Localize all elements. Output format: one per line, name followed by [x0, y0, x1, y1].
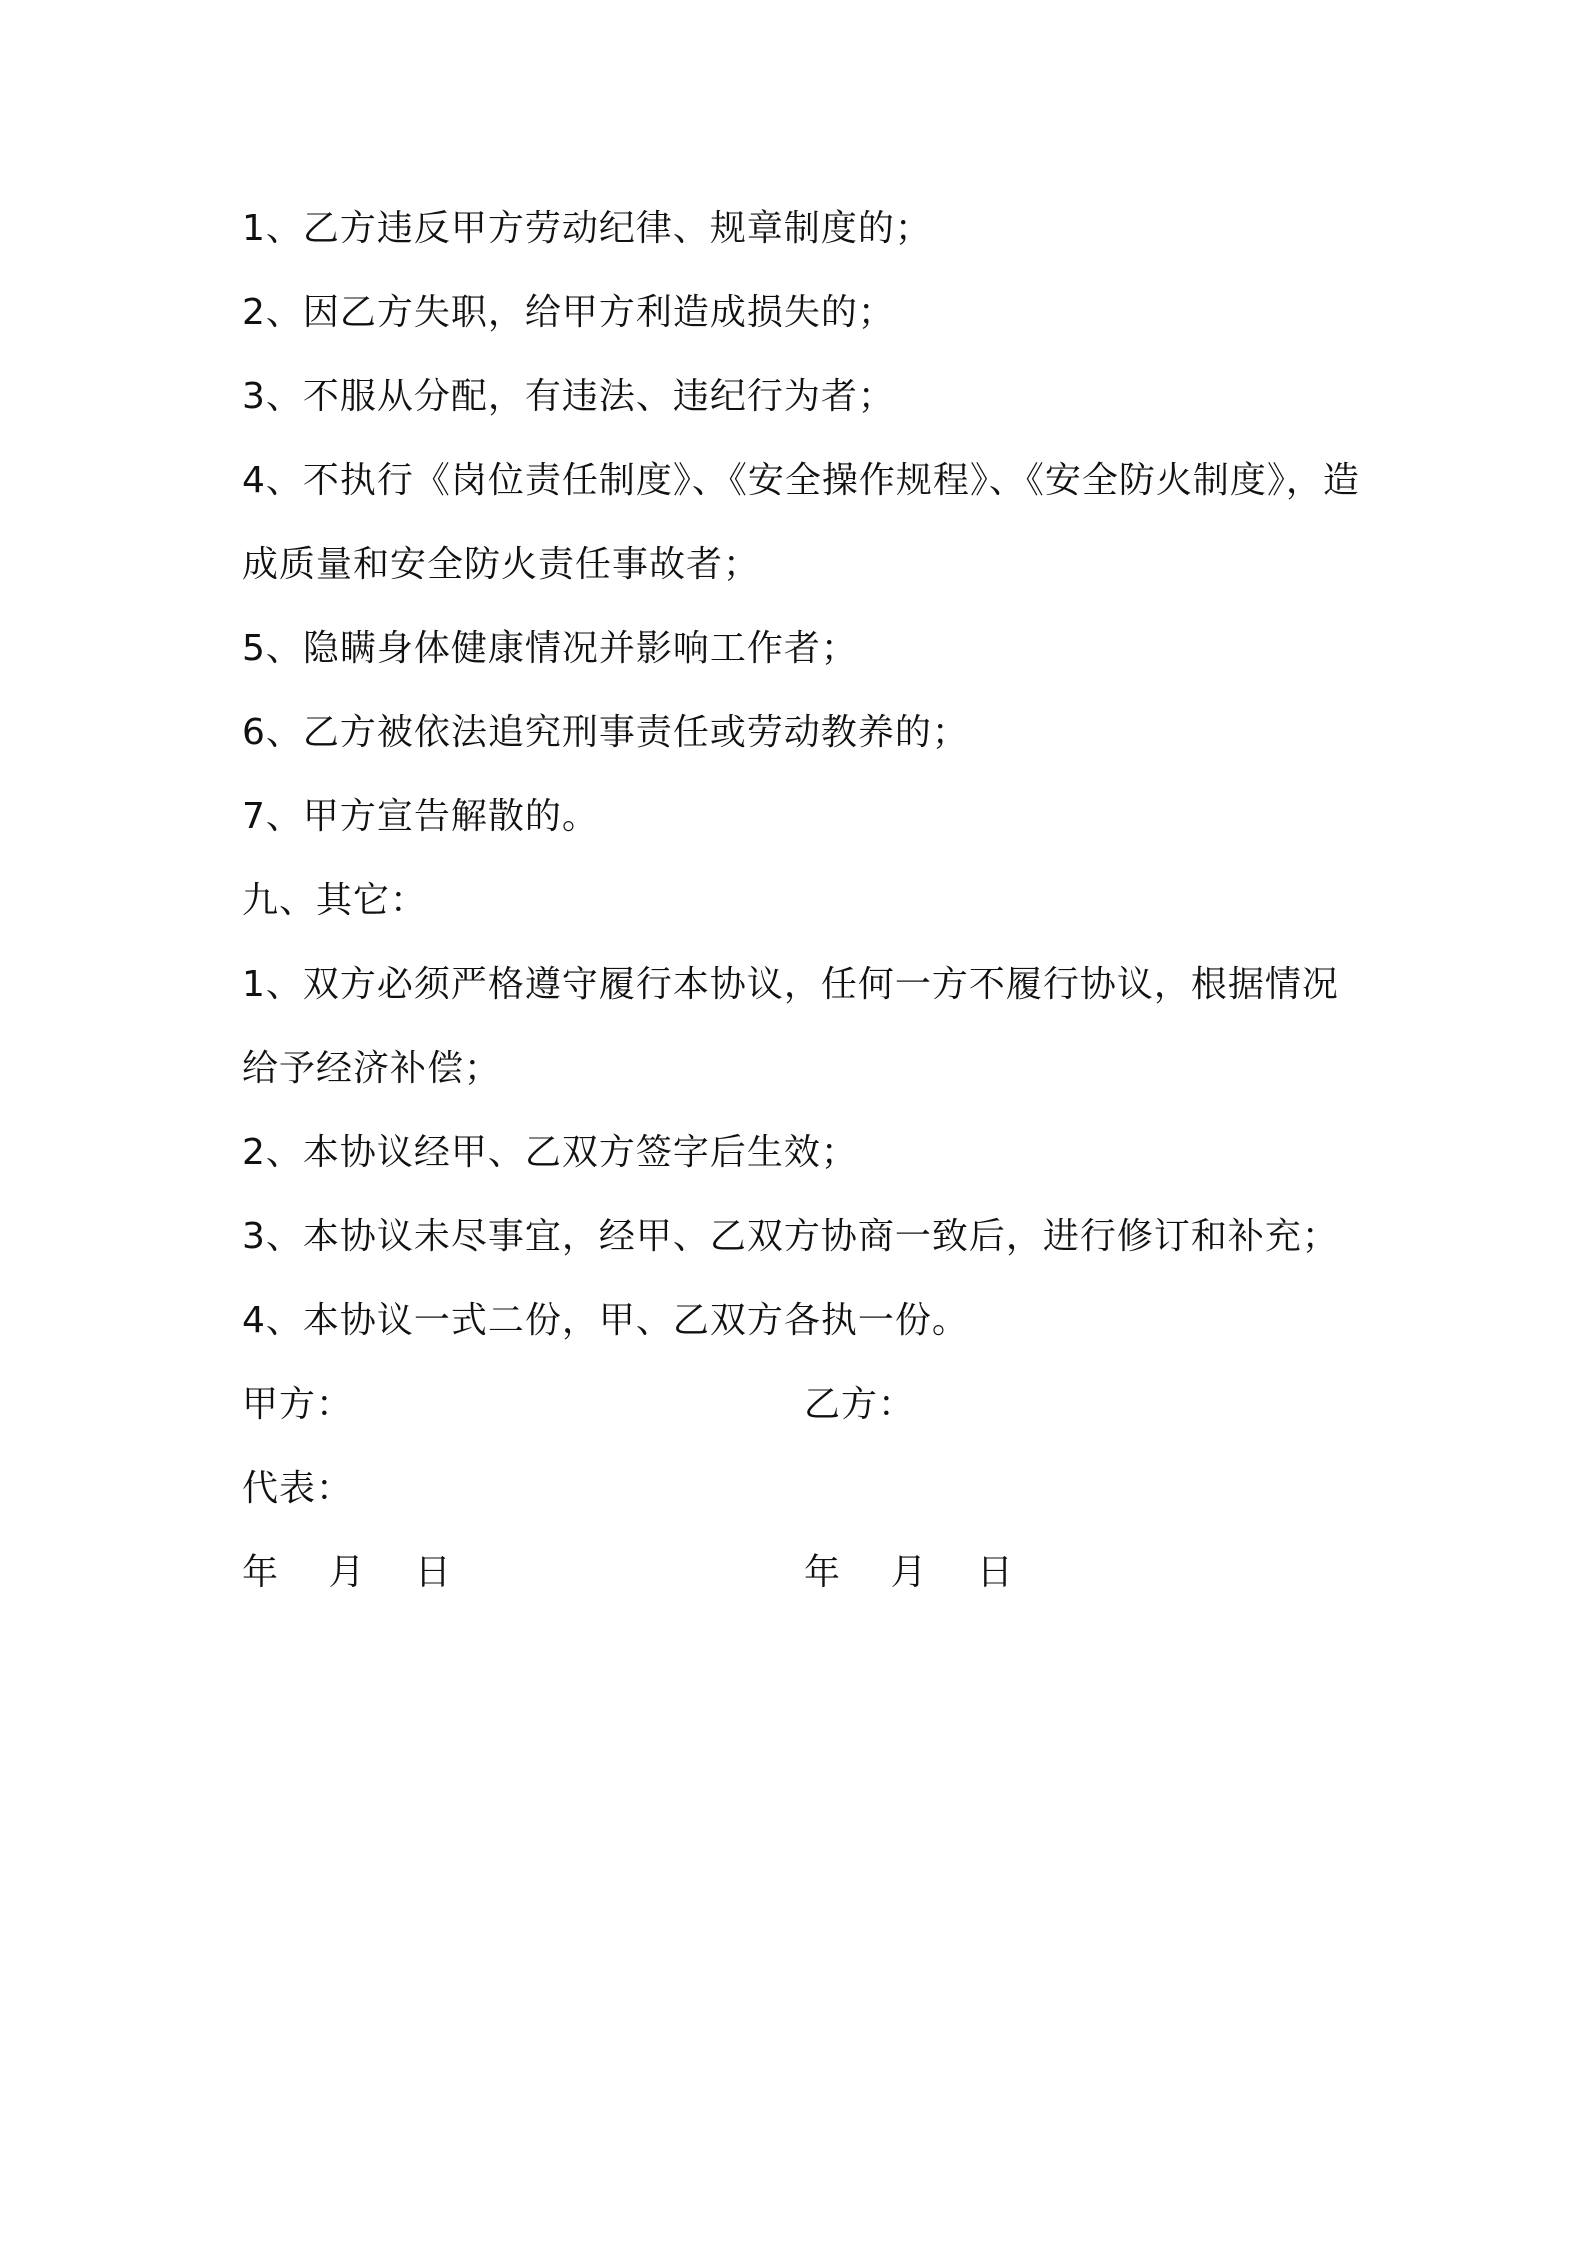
clause-line: 6、乙方被依法追究刑事责任或劳动教养的； — [242, 712, 969, 753]
section-heading: 九、其它： — [242, 880, 428, 921]
clause-line: 4、本协议一式二份，甲、乙双方各执一份。 — [242, 1300, 969, 1341]
clause-line: 1、乙方违反甲方劳动纪律、规章制度的； — [242, 208, 932, 249]
party-a-label: 甲方： — [242, 1384, 354, 1425]
clause-line: 2、本协议经甲、乙双方签字后生效； — [242, 1132, 858, 1173]
clause-line: 3、不服从分配，有违法、违纪行为者； — [242, 376, 895, 417]
representative-label: 代表： — [242, 1468, 354, 1509]
date-right: 年 月 日 — [804, 1552, 1014, 1593]
clause-line: 4、不执行《岗位责任制度》、《安全操作规程》、《安全防火制度》，造 — [242, 460, 1360, 501]
clause-line: 5、隐瞒身体健康情况并影响工作者； — [242, 628, 858, 669]
clause-line: 2、因乙方失职，给甲方利造成损失的； — [242, 292, 895, 333]
clause-line: 成质量和安全防火责任事故者； — [242, 544, 761, 585]
clause-line: 给予经济补偿； — [242, 1048, 502, 1089]
date-left: 年 月 日 — [242, 1552, 452, 1593]
party-b-label: 乙方： — [804, 1384, 916, 1425]
clause-line: 3、本协议未尽事宜，经甲、乙双方协商一致后，进行修订和补充； — [242, 1216, 1339, 1257]
clause-line: 7、甲方宣告解散的。 — [242, 796, 599, 837]
clause-line: 1、双方必须严格遵守履行本协议，任何一方不履行协议，根据情况 — [242, 964, 1339, 1005]
